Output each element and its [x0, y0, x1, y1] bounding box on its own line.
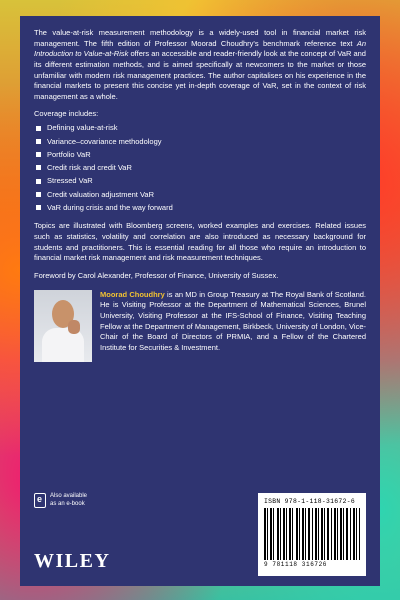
author-photo	[34, 290, 92, 362]
barcode-digits: 9 781118 316726	[264, 561, 328, 568]
list-item: Stressed VaR	[34, 175, 366, 186]
list-item: Credit risk and credit VaR	[34, 162, 366, 173]
list-item: VaR during crisis and the way forward	[34, 202, 366, 213]
bullet-icon	[36, 205, 41, 210]
coverage-list	[34, 122, 366, 213]
isbn-barcode-box	[258, 493, 366, 576]
bullet-icon	[36, 165, 41, 170]
author-bio: Moorad Choudhry is an MD in Group Treasury at The Royal Bank of Scotland. He is Visiting Professor at the Department of Mathematical Sciences, Brunel University, Visiting Professor at the IFS-School of Finance, Visiting Teaching Fellow at the Department of Management, Birkbeck, University of London, Vice-Chair of the Board of Directors of PRMIA, and a Fellow of the Chartered Institute for Securities & Investment.	[100, 289, 367, 352]
bullet-icon	[36, 126, 41, 131]
topics-paragraph: Topics are illustrated with Bloomberg screens, worked examples and exercises. Related issues such as statistics, volatility and correlation are also introduced as necessary background for students and practitioners. This is essential reading for all those who require an introduction to financial market risk management and risk measurement techniques.	[34, 221, 366, 263]
intro-paragraph: The value-at-risk measurement methodology is a widely-used tool in financial market risk management. The fifth edition of Professor Moorad Choudhry's benchmark reference text An Introduction to Value-at-Risk offers an accessible and reader-friendly look at the concept of VaR and its different estimation methods, and is aimed specifically at newcomers to the market or those unfamiliar with modern risk management practices. The author capitalises on his experience in the financial markets to present this concise yet in-depth coverage of VaR, set in the context of risk management as a whole.	[34, 28, 366, 101]
publisher-logo: WILEY	[34, 550, 111, 572]
back-cover-panel	[20, 16, 380, 586]
coverage-heading: Coverage includes:	[34, 109, 99, 119]
bullet-icon	[36, 179, 41, 184]
author-section	[34, 290, 366, 362]
list-item: Variance–covariance methodology	[34, 136, 366, 147]
foreword-line: Foreword by Carol Alexander, Professor of Finance, University of Sussex.	[34, 270, 279, 280]
isbn-label: ISBN 978-1-118-31672-6	[264, 498, 355, 505]
list-item: Credit valuation adjustment VaR	[34, 189, 366, 200]
book-title-italic: An Introduction to Value-at-Risk	[34, 38, 366, 59]
author-name: Moorad Choudhry	[100, 289, 165, 299]
list-item: Portfolio VaR	[34, 149, 366, 160]
bullet-icon	[36, 152, 41, 157]
bullet-icon	[36, 139, 41, 144]
barcode	[264, 508, 360, 560]
list-item: Defining value-at-risk	[34, 122, 366, 133]
ebook-badge: e Also available as an e-book	[34, 493, 87, 508]
bullet-icon	[36, 192, 41, 197]
ebook-icon	[34, 493, 46, 508]
